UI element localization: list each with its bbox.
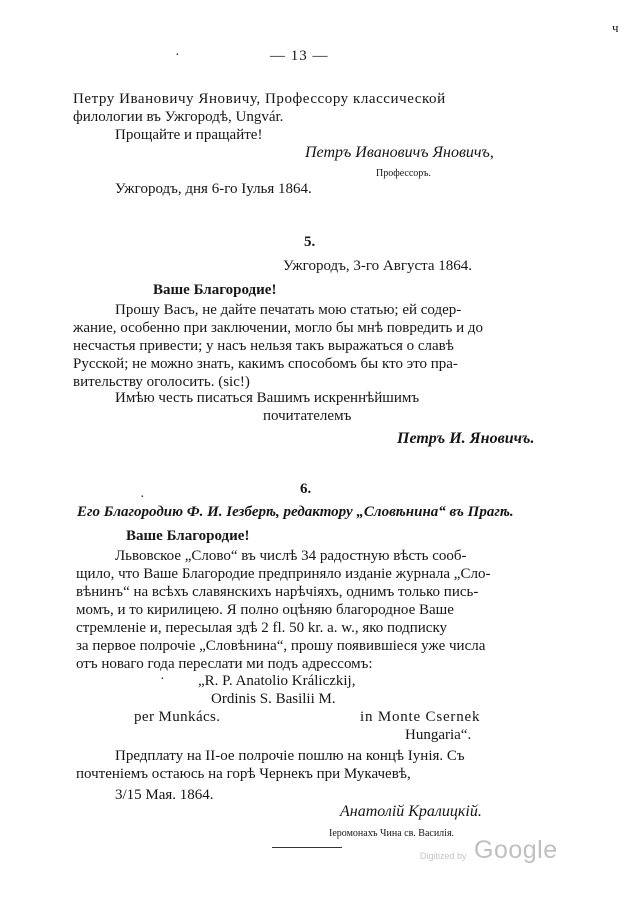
watermark-prefix: Digitized by xyxy=(420,851,467,861)
closing-line: Имѣю честь писаться Вашимъ искреннѣйшимъ xyxy=(115,390,420,406)
dot-mark: · xyxy=(160,672,165,687)
closing-line: почитателемъ xyxy=(263,408,352,424)
body-line: Предплату на II-ое полрочiе пошлю на концѣ Iунiя. Съ xyxy=(115,748,465,764)
letter-number: 5. xyxy=(304,234,316,250)
address-line: Петру Ивановичу Яновичу, Профессору классической xyxy=(73,91,446,107)
recipient-address: Его Благородию Ф. И. Iезберѣ, редактору „Словѣнина“ въ Прагѣ. xyxy=(77,504,514,520)
postal-address-line: Hungaria“. xyxy=(405,727,472,743)
signature-title: Профессоръ. xyxy=(376,168,431,179)
letter-date: Ужгородъ, дня 6-го Iулья 1864. xyxy=(115,181,312,197)
body-line: щило, что Ваше Благородие предприняло изданiе журнала „Сло- xyxy=(76,566,491,582)
body-line: за первое полрочiе „Словѣнина“, прошу появившiеся уже числа xyxy=(76,638,486,654)
body-line: Львовское „Слово“ въ числѣ 34 радостную вѣсть сооб- xyxy=(115,548,467,564)
place-date: Ужгородъ, 3-го Августа 1864. xyxy=(283,258,473,274)
dot-mark: · xyxy=(140,490,145,505)
salutation: Ваше Благородие! xyxy=(153,282,277,298)
google-logo: Google xyxy=(474,836,558,864)
corner-mark: ч xyxy=(612,20,619,35)
body-line: Русской; не можно знать, какимъ способомъ бы кто это пра- xyxy=(73,356,458,372)
body-line: жание, особенно при заключении, могло бы мнѣ повредить и до xyxy=(73,320,484,336)
body-line: момъ, и то кирилицею. Я полно оцѣняю благородное Ваше xyxy=(76,602,454,618)
body-line: вѣнинъ“ на всѣхъ славянскихъ нарѣчiяхъ, однимъ только пись- xyxy=(76,584,479,600)
postal-address-line: per Munkács. xyxy=(134,709,221,725)
letter-number: 6. xyxy=(300,481,312,497)
body-line: стремленiе и, пересылая здѣ 2 fl. 50 kr. a. w., яко подписку xyxy=(76,620,448,636)
body-line: отъ новаго года переслати ми подъ адрессомъ: xyxy=(76,656,373,672)
letter-date: 3/15 Мая. 1864. xyxy=(115,787,214,803)
postal-address-line: in Monte Csernek xyxy=(360,709,481,725)
signature: Петръ Ивановичъ Яновичъ, xyxy=(305,144,494,161)
body-line: почтенiемъ остаюсь на горѣ Чернекъ при Мукачевѣ, xyxy=(76,766,411,782)
signature: Анатолiй Кралицкiй. xyxy=(340,803,482,820)
end-rule xyxy=(272,847,342,848)
signature-title: Iеромонахъ Чина св. Василiя. xyxy=(329,828,455,839)
body-line: вительству оголосить. (sic!) xyxy=(73,374,250,390)
postal-address-line: „R. P. Anatolio Králiczkij, xyxy=(198,673,356,689)
postal-address-line: Ordinis S. Basilii M. xyxy=(211,691,336,707)
signature: Петръ И. Яновичъ. xyxy=(397,430,535,447)
farewell-line: Прощайте и пращайте! xyxy=(115,127,263,143)
page-number: — 13 — xyxy=(270,48,329,64)
dot-mark: · xyxy=(175,48,180,63)
body-line: Прошу Васъ, не дайте печатать мою статью; ей содер- xyxy=(115,302,462,318)
salutation: Ваше Благородие! xyxy=(126,528,250,544)
body-line: несчастья привести; у насъ нельзя такъ выражаться о славѣ xyxy=(73,338,454,354)
address-line: филологии въ Ужгородѣ, Ungvár. xyxy=(73,109,284,125)
